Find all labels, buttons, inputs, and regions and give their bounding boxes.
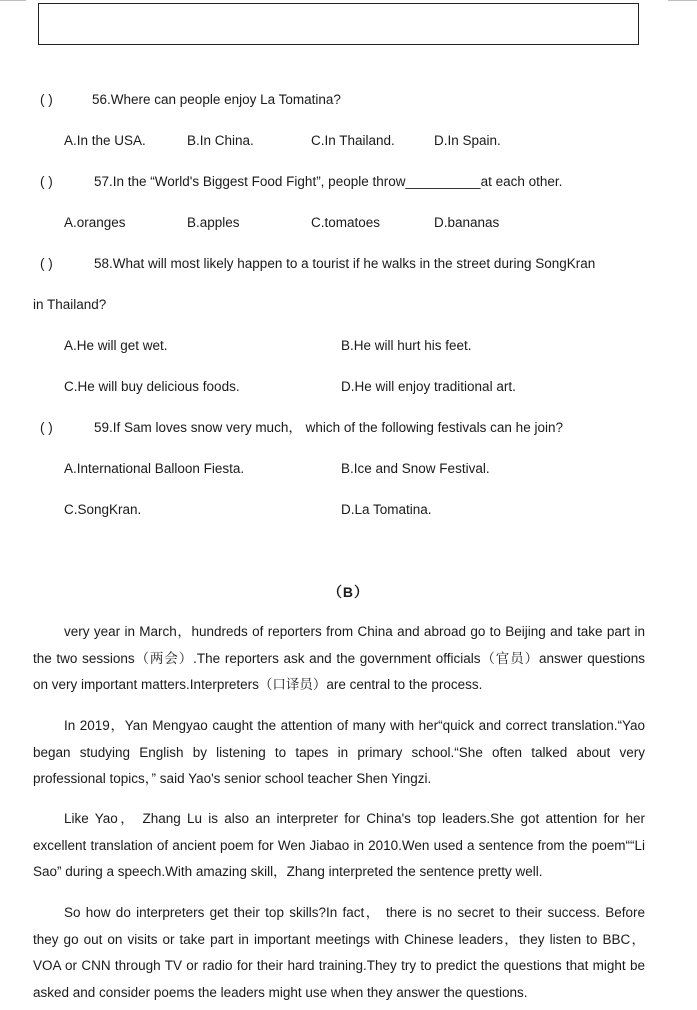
passage-paragraph-2: In 2019，Yan Mengyao caught the attention of many with her“quick and correct translation.“Yao began studying English by listening to tapes in primary school.“She often talked about very professional topics，” said Yao's senior school teacher Shen Yingzi. xyxy=(33,718,645,786)
passage-paragraph-4: So how do interpreters get their top skills?In fact， there is no secret to their success. Before they go out on visits or take part in important meetings with Chinese leaders，they listen to BBC，VOA or CNN through TV or radio for their hard training.They try to predict the questions that might be asked and consider poems the leaders might use when they answer the questions. xyxy=(33,905,645,1000)
question-57 xyxy=(40,173,562,191)
option-59-b: B.Ice and Snow Festival. xyxy=(341,461,490,476)
option-57-b: B.apples xyxy=(187,215,240,230)
option-57-c: C.tomatoes xyxy=(311,215,381,230)
option-57-d: D.bananas xyxy=(434,215,500,230)
option-56-c: C.In Thailand. xyxy=(311,133,395,148)
option-59-c: C.SongKran. xyxy=(64,502,142,517)
section-b-title: （B） xyxy=(327,584,370,600)
page-corner-mark-left xyxy=(0,0,26,1)
passage-paragraph-3: Like Yao， Zhang Lu is also an interpreter for China's top leaders.She got attention for her excellent translation of ancient poem for Wen Jiabao in 2010.Wen used a sentence from the poem““Li Sao” during a speech.With amazing skill，Zhang interpreted the sentence pretty well. xyxy=(33,811,645,879)
question-57-stem: 57.In the “World's Biggest Food Fight”, people throw__________at each other. xyxy=(94,174,563,189)
question-56-stem: 56.Where can people enjoy La Tomatina? xyxy=(92,92,341,107)
answer-bracket: ( ) xyxy=(40,92,53,107)
option-58-d: D.He will enjoy traditional art. xyxy=(341,379,516,394)
question-58-stem: 58.What will most likely happen to a tourist if he walks in the street during SongKran xyxy=(94,256,596,271)
question-58 xyxy=(40,255,595,273)
option-58-a: A.He will get wet. xyxy=(64,338,168,353)
answer-box xyxy=(38,3,639,45)
question-58-continued: in Thailand? xyxy=(33,297,107,312)
passage-paragraph-1: very year in March，hundreds of reporters from China and abroad go to Beijing and take part in the two sessions（两会）.The reporters ask and the government officials（官员）answer questions on very important matters.Interpreters（口译员）are central to the process. xyxy=(33,624,645,692)
page-corner-mark-right xyxy=(668,0,697,1)
answer-bracket: ( ) xyxy=(40,174,53,189)
option-59-d: D.La Tomatina. xyxy=(341,502,432,517)
option-56-b: B.In China. xyxy=(187,133,254,148)
option-58-b: B.He will hurt his feet. xyxy=(341,338,472,353)
answer-bracket: ( ) xyxy=(40,420,53,435)
question-59 xyxy=(40,419,563,437)
option-56-a: A.In the USA. xyxy=(64,133,146,148)
answer-bracket: ( ) xyxy=(40,256,53,271)
option-57-a: A.oranges xyxy=(64,215,126,230)
question-59-stem: 59.If Sam loves snow very much， which of the following festivals can he join? xyxy=(94,420,563,435)
option-58-c: C.He will buy delicious foods. xyxy=(64,379,240,394)
question-56 xyxy=(40,91,341,109)
option-59-a: A.International Balloon Fiesta. xyxy=(64,461,245,476)
option-56-d: D.In Spain. xyxy=(434,133,501,148)
